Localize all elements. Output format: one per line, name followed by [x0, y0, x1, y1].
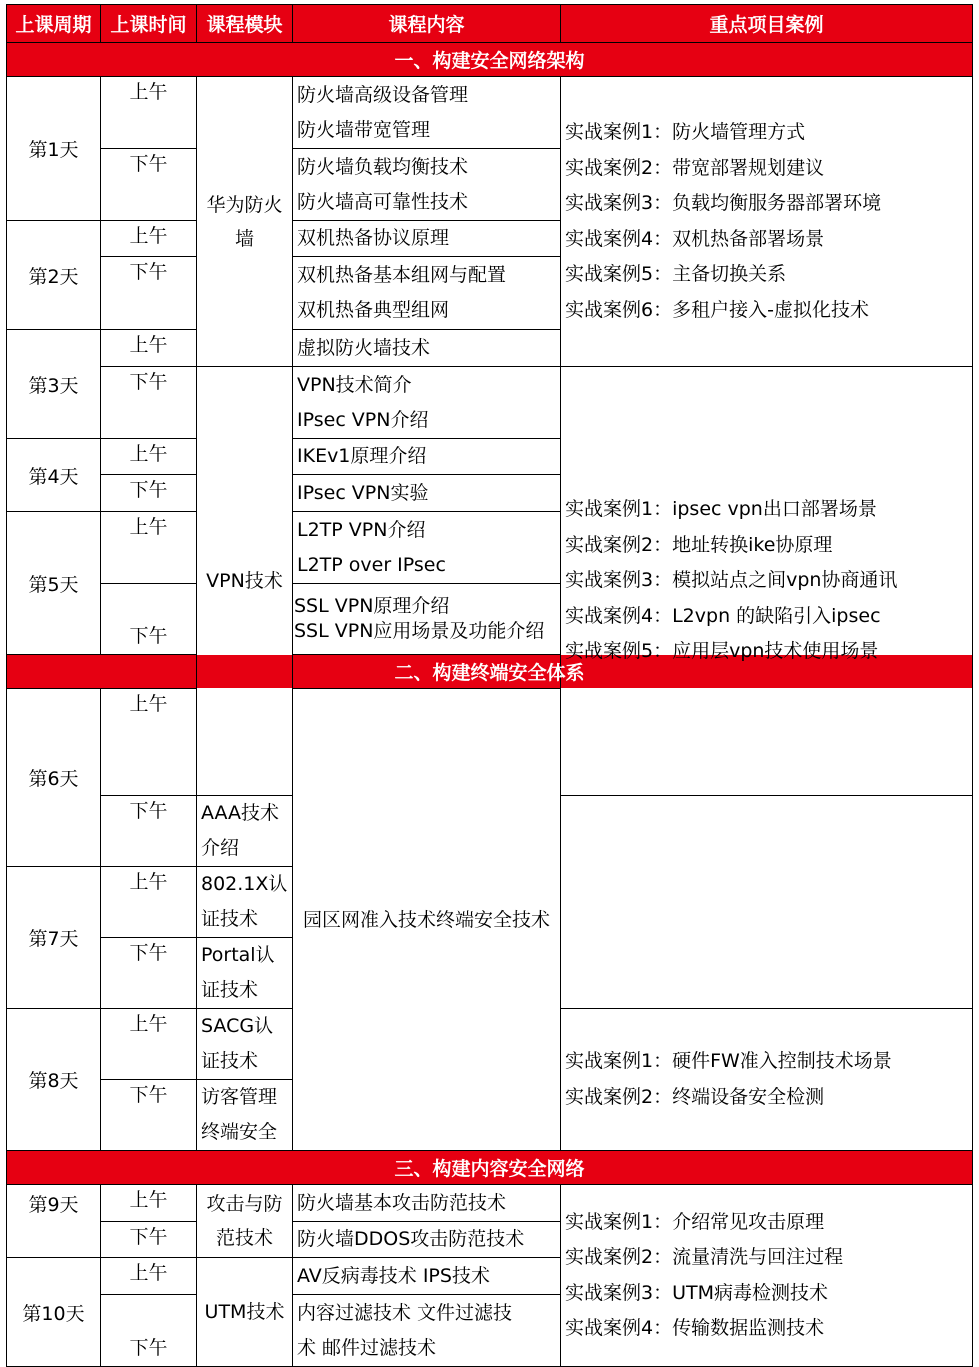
content-line: IPsec VPN介绍 [297, 408, 429, 431]
module-name: UTM技术 [204, 1301, 285, 1323]
content-cell: AV反病毒技术 IPS技术 [293, 1258, 561, 1295]
case-line: 实战案例2：地址转换ike协原理 [565, 533, 833, 556]
content-cell: 防火墙基本攻击防范技术 [293, 1185, 561, 1222]
content-line: SSL VPN原理介绍 [294, 595, 450, 617]
am-label: 上午 [101, 330, 197, 367]
content-cell: Portal认证技术 [197, 938, 293, 1009]
table-row [7, 367, 973, 439]
section-row [7, 43, 973, 77]
content-cell [293, 584, 561, 655]
content-line: VPN技术简介 [297, 373, 412, 396]
case-line: 实战案例1：防火墙管理方式 [565, 121, 806, 143]
cases-cell [561, 1009, 973, 1151]
module-cell [293, 689, 561, 1151]
content-cell [293, 149, 561, 221]
module-cell [197, 1185, 293, 1258]
content-line: 防火墙负载均衡技术 [297, 155, 469, 178]
content-line: 防火墙高可靠性技术 [297, 190, 469, 213]
case-line: 实战案例2：带宽部署规划建议 [565, 156, 825, 179]
section-title: 一、构建安全网络架构 [7, 43, 973, 77]
module-name: 攻击与防范技术 [206, 1193, 283, 1249]
pm-label: 下午 [101, 1295, 197, 1367]
am-label: 上午 [101, 1185, 197, 1222]
am-label: 上午 [101, 512, 197, 584]
module-name: VPN技术 [206, 570, 283, 592]
content-cell: AAA技术介绍 [197, 796, 293, 867]
header-time: 上课时间 [101, 5, 197, 43]
header-row [7, 5, 973, 43]
section-title: 三、构建内容安全网络 [7, 1151, 973, 1185]
case-line: 实战案例1：ipsec vpn出口部署场景 [565, 498, 877, 521]
content-cell [293, 367, 561, 439]
content-line: L2TP over IPsec [297, 553, 446, 576]
content-cell: 双机热备协议原理 [293, 221, 561, 257]
content-line: 防火墙高级设备管理 [297, 83, 469, 106]
case-line: 实战案例1：介绍常见攻击原理 [565, 1210, 825, 1233]
content-cell: IPsec VPN实验 [293, 475, 561, 512]
day-label: 第7天 [7, 867, 101, 1009]
content-line: 术 邮件过滤技术 [297, 1336, 437, 1359]
header-period: 上课周期 [7, 5, 101, 43]
content-line: SSL VPN应用场景及功能介绍 [294, 620, 545, 642]
content-cell [293, 257, 561, 330]
day-label: 第3天 [7, 330, 101, 439]
case-line: 实战案例5：应用层vpn技术使用场景 [565, 640, 879, 663]
content-cell: SACG认证技术 [197, 1009, 293, 1080]
course-schedule-table [6, 4, 973, 1367]
case-line: 实战案例2：流量清洗与回注过程 [565, 1246, 844, 1268]
am-label: 上午 [101, 221, 197, 257]
content-cell: 访客管理 终端安全 [197, 1080, 293, 1151]
content-line: 内容过滤技术 文件过滤技 [297, 1301, 513, 1324]
content-cell [293, 77, 561, 149]
content-line: 双机热备基本组网与配置 [297, 264, 507, 286]
day-label: 第2天 [7, 221, 101, 330]
case-line: 实战案例2：终端设备安全检测 [565, 1085, 825, 1108]
am-label: 上午 [101, 439, 197, 475]
case-line: 实战案例6：多租户接入-虚拟化技术 [565, 298, 869, 321]
content-line: 双机热备典型组网 [297, 299, 450, 321]
pm-label: 下午 [101, 1222, 197, 1258]
day-label: 第5天 [7, 512, 101, 655]
pm-label: 下午 [101, 1080, 197, 1151]
pm-label: 下午 [101, 367, 197, 439]
content-cell: IKEv1原理介绍 [293, 439, 561, 475]
header-cases: 重点项目案例 [561, 5, 973, 43]
header-content: 课程内容 [293, 5, 561, 43]
content-line: L2TP VPN介绍 [297, 518, 426, 541]
content-cell: 802.1X认证技术 [197, 867, 293, 938]
table-row [7, 1185, 973, 1222]
section-title: 二、构建终端安全体系 [7, 655, 973, 689]
case-line: 实战案例4：L2vpn 的缺陷引入ipsec [565, 604, 881, 627]
day-label: 第8天 [7, 1009, 101, 1151]
am-label: 上午 [101, 1258, 197, 1295]
pm-label: 下午 [101, 475, 197, 512]
cases-cell [561, 1185, 973, 1367]
pm-label: 下午 [101, 257, 197, 330]
pm-label: 下午 [101, 149, 197, 221]
module-cell [197, 367, 293, 796]
case-line: 实战案例3：负载均衡服务器部署环境 [565, 192, 882, 214]
section-row [7, 1151, 973, 1185]
am-label: 上午 [101, 77, 197, 149]
day-label: 第9天 [7, 1185, 101, 1258]
pm-label: 下午 [101, 938, 197, 1009]
content-cell [293, 1295, 561, 1367]
am-label: 上午 [101, 689, 197, 796]
table-row [7, 77, 973, 149]
content-cell: 虚拟防火墙技术 [293, 330, 561, 367]
case-line: 实战案例5：主备切换关系 [565, 263, 787, 285]
am-label: 上午 [101, 867, 197, 938]
header-module: 课程模块 [197, 5, 293, 43]
content-cell: 防火墙DDOS攻击防范技术 [293, 1222, 561, 1258]
cases-cell [561, 367, 973, 796]
case-line: 实战案例4：双机热备部署场景 [565, 227, 825, 250]
module-cell [197, 77, 293, 367]
cases-cell [561, 77, 973, 367]
pm-label: 下午 [101, 796, 197, 867]
case-line: 实战案例1：硬件FW准入控制技术场景 [565, 1050, 892, 1072]
module-name: 华为防火墙 [206, 193, 283, 250]
case-line: 实战案例4：传输数据监测技术 [565, 1317, 825, 1339]
content-line: 防火墙带宽管理 [297, 118, 431, 141]
day-label: 第6天 [7, 689, 101, 867]
content-cell [293, 512, 561, 584]
day-label: 第1天 [7, 77, 101, 221]
case-line: 实战案例3：模拟站点之间vpn协商通讯 [565, 569, 898, 592]
module-name: 园区网准入技术终端安全技术 [302, 908, 550, 931]
day-label: 第4天 [7, 439, 101, 512]
day-label: 第10天 [7, 1258, 101, 1367]
case-line: 实战案例3：UTM病毒检测技术 [565, 1281, 828, 1304]
pm-label: 下午 [101, 584, 197, 655]
am-label: 上午 [101, 1009, 197, 1080]
module-cell [197, 1258, 293, 1367]
